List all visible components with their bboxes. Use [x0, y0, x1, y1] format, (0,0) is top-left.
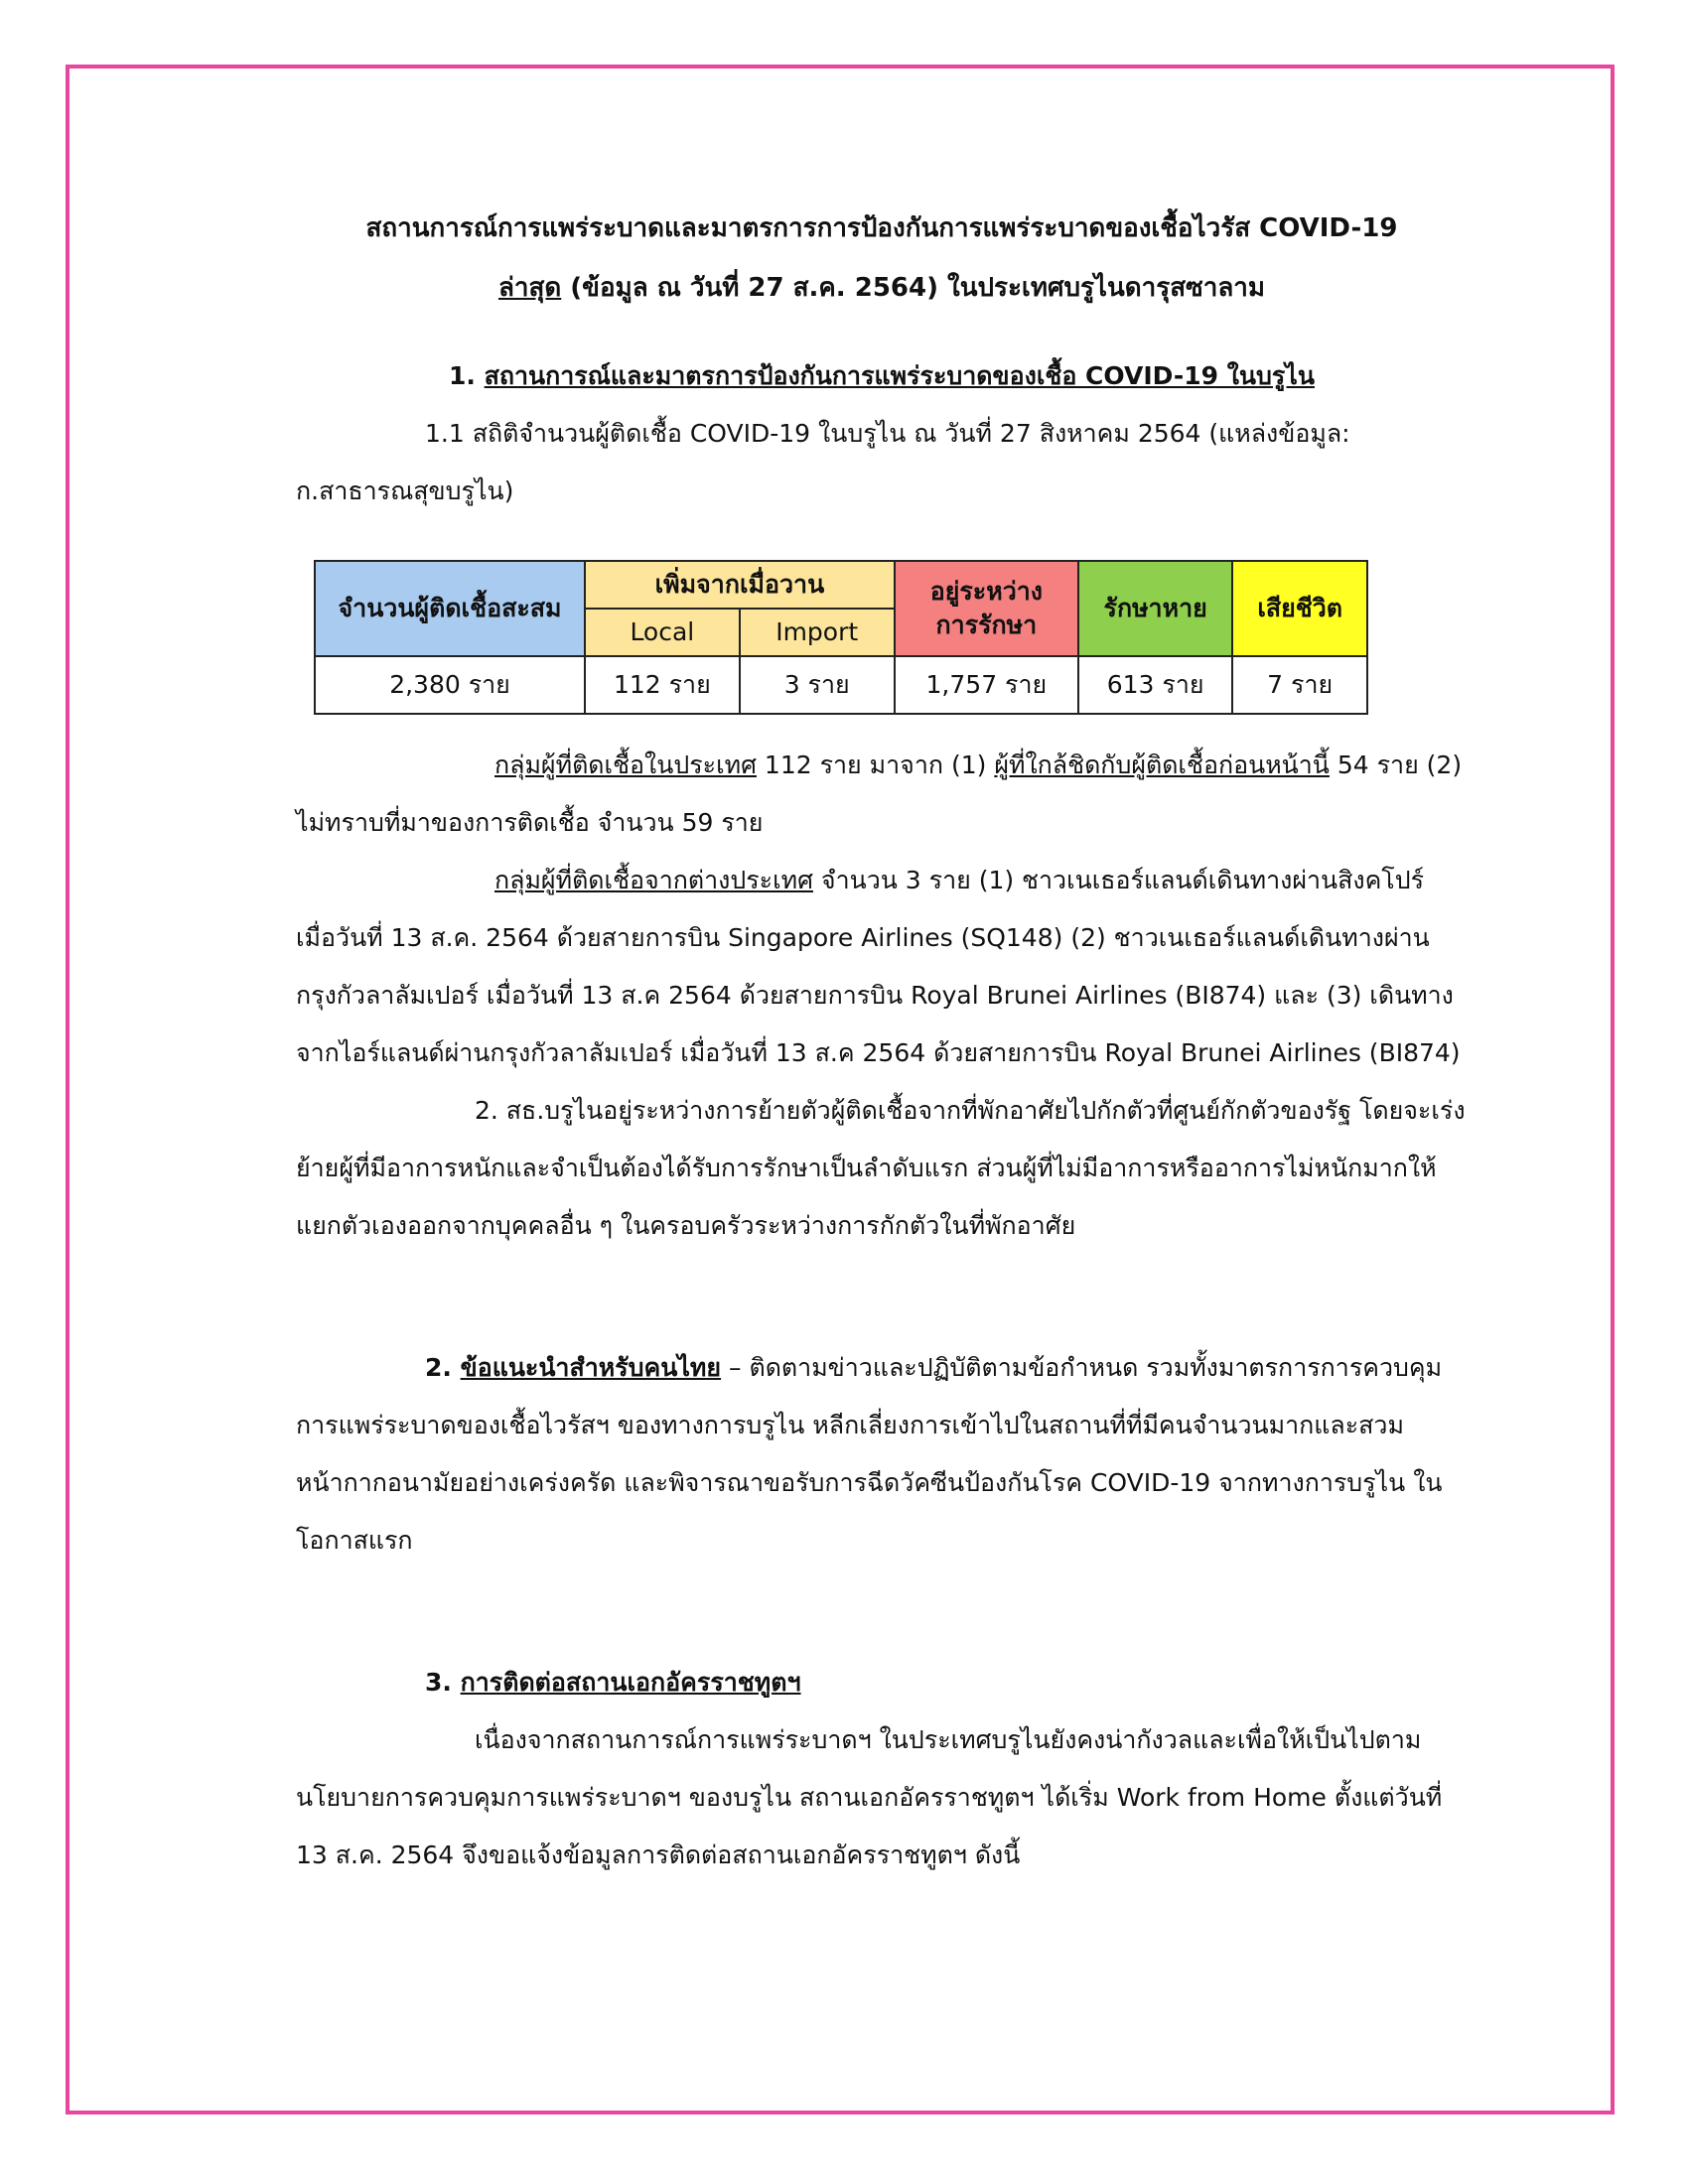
- section1-sub1: 1.1 สถิติจำนวนผู้ติดเชื้อ COVID-19 ในบรูไน ณ วันที่ 27 สิงหาคม 2564 (แหล่งข้อมูล: ก.สาธารณสุขบรูไน): [296, 419, 1350, 505]
- header-new: เพิ่มจากเมื่อวาน: [585, 561, 895, 609]
- header-under-treatment: อยู่ระหว่าง การรักษา: [895, 561, 1078, 656]
- document-title-line2: [296, 258, 1468, 318]
- value-deaths: 7 ราย: [1232, 656, 1367, 714]
- import-group-paragraph: กลุ่มผู้ที่ติดเชื้อจากต่างประเทศ จำนวน 3 ราย (1) ชาวเนเธอร์แลนด์เดินทางผ่านสิงคโปร์ เมื่อวันที่ 13 ส.ค. 2564 ด้วยสายการบิน Singapore Airlines (SQ148) (2) ชาวเนเธอร์แลนด์เดินทางผ่านกรุงกัวลาลัมเปอร์ เมื่อวันที่ 13 ส.ค 2564 ด้วยสายการบิน Royal Brunei Airlines (BI874) และ (3) เดินทางจากไอร์แลนด์ผ่านกรุงกัวลาลัมเปอร์ เมื่อวันที่ 13 ส.ค 2564 ด้วยสายการบิน Royal Brunei Airlines (BI874): [296, 866, 1461, 1067]
- value-total: 2,380 ราย: [315, 656, 585, 714]
- title-latest: ล่าสุด: [497, 273, 562, 303]
- section1-sub2: 2. สธ.บรูไนอยู่ระหว่างการย้ายตัวผู้ติดเชื้อจากที่พักอาศัยไปกักตัวที่ศูนย์กักตัวของรัฐ โดยจะเร่งย้ายผู้ที่มีอาการหนักและจำเป็นต้องได้รับการรักษาเป็นลำดับแรก ส่วนผู้ที่ไม่มีอาการหรืออาการไม่หนักมากให้แยกตัวเองออกจากบุคคลอื่น ๆ ในครอบครัวระหว่างการกักตัวในที่พักอาศัย: [296, 1096, 1466, 1240]
- document-title-line1: สถานการณ์การแพร่ระบาดและมาตรการการป้องกันการแพร่ระบาดของเชื้อไวรัส COVID-19: [365, 213, 1398, 243]
- covid-stats-table: [314, 560, 1368, 715]
- section2-heading: ข้อแนะนำสำหรับคนไทย: [460, 1353, 722, 1382]
- header-deaths: เสียชีวิต: [1232, 561, 1367, 656]
- value-recovered: 613 ราย: [1078, 656, 1232, 714]
- value-local: 112 ราย: [585, 656, 740, 714]
- section1-heading: 1. สถานการณ์และมาตรการป้องกันการแพร่ระบาดของเชื้อ COVID-19 ในบรูไน: [449, 361, 1315, 390]
- section3-body: เนื่องจากสถานการณ์การแพร่ระบาดฯ ในประเทศบรูไนยังคงน่ากังวลและเพื่อให้เป็นไปตามนโยบายการควบคุมการแพร่ระบาดฯ ของบรูไน สถานเอกอัครราชทูตฯ ได้เริ่ม Work from Home ตั้งแต่วันที่ 13 ส.ค. 2564 จึงขอแจ้งข้อมูลการติดต่อสถานเอกอัครราชทูตฯ ดังนี้: [296, 1725, 1443, 1869]
- section3-heading: 3. การติดต่อสถานเอกอัครราชทูตฯ: [425, 1668, 801, 1697]
- document-body: [296, 199, 1468, 1884]
- value-under-treatment: 1,757 ราย: [895, 656, 1078, 714]
- title-date: (ข้อมูล ณ วันที่ 27 ส.ค. 2564) ในประเทศบรูไนดารุสซาลาม: [561, 273, 1266, 303]
- header-total: จำนวนผู้ติดเชื้อสะสม: [315, 561, 585, 656]
- value-import: 3 ราย: [740, 656, 895, 714]
- local-group-paragraph: กลุ่มผู้ที่ติดเชื้อในประเทศ 112 ราย มาจาก (1) ผู้ที่ใกล้ชิดกับผู้ติดเชื้อก่อนหน้านี้ 54 ราย (2) ไม่ทราบที่มาของการติดเชื้อ จำนวน 59 ราย: [296, 751, 1463, 837]
- header-local: Local: [585, 609, 740, 656]
- header-recovered: รักษาหาย: [1078, 561, 1232, 656]
- section2-paragraph: 2. ข้อแนะนำสำหรับคนไทย – ติดตามข่าวและปฏิบัติตามข้อกำหนด รวมทั้งมาตรการการควบคุมการแพร่ระบาดของเชื้อไวรัสฯ ของทางการบรูไน หลีกเลี่ยงการเข้าไปในสถานที่ที่มีคนจำนวนมากและสวมหน้ากากอนามัยอย่างเคร่งครัด และพิจารณาขอรับการฉีดวัคซีนป้องกันโรค COVID-19 จากทางการบรูไน ในโอกาสแรก: [296, 1353, 1443, 1555]
- header-import: Import: [740, 609, 895, 656]
